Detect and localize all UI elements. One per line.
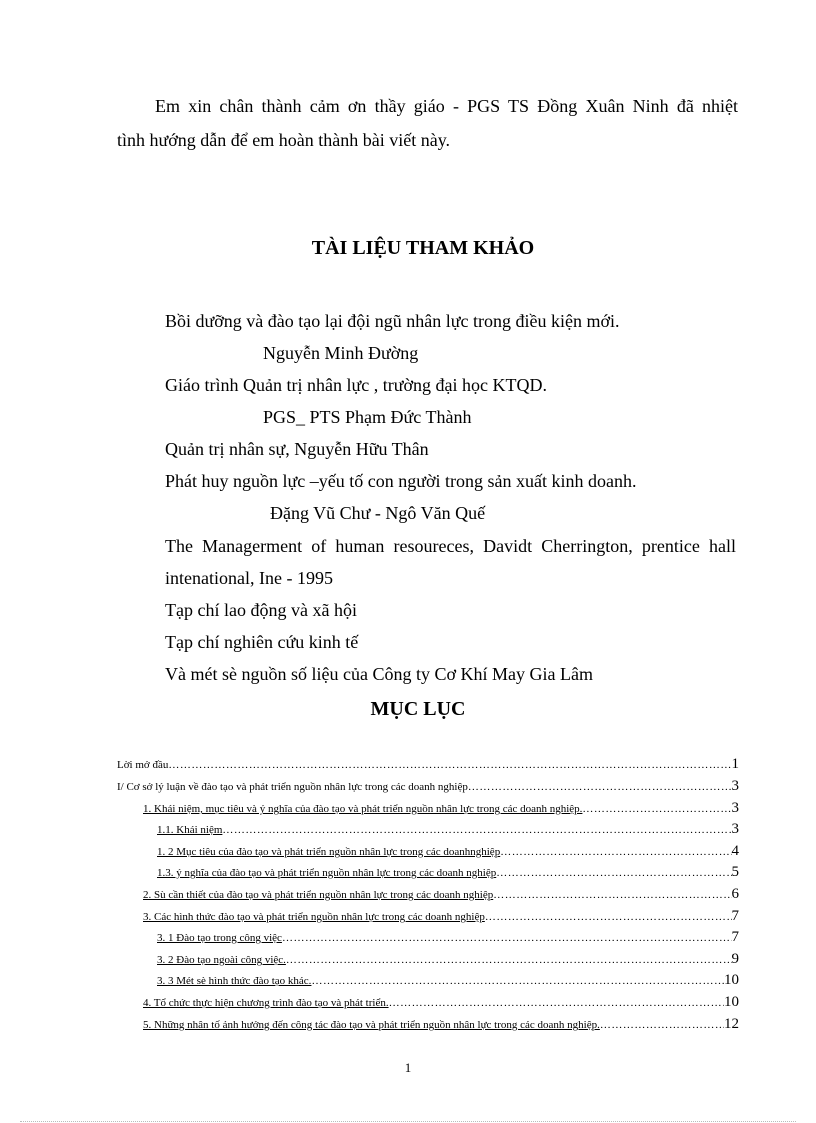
toc-leader-dots bbox=[500, 844, 731, 860]
reference-line: Giáo trình Quản trị nhân lực , trường đại học KTQD. bbox=[165, 375, 547, 395]
reference-line: Bồi dưỡng và đào tạo lại đội ngũ nhân lực trong điều kiện mới. bbox=[165, 311, 620, 331]
toc-entry-text: 3. 2 Đào tạo ngoài công việc. bbox=[157, 954, 286, 966]
toc-entry-text: 1. 2 Mục tiêu của đào tạo và phát triển nguồn nhân lực trong các doanhnghiệp bbox=[157, 846, 501, 858]
toc-entry[interactable] bbox=[157, 929, 739, 946]
toc-entry-page: 3 bbox=[731, 800, 739, 816]
toc-entry-page: 7 bbox=[731, 908, 739, 924]
toc-entry[interactable] bbox=[157, 864, 739, 881]
toc-leader-dots bbox=[389, 995, 724, 1011]
toc-entry-text: 1. Khái niệm, mục tiêu và ý nghĩa của đào tạo và phát triển nguồn nhân lực trong các doanh nghiệp. bbox=[143, 803, 583, 815]
toc-entry-page: 5 bbox=[731, 864, 739, 880]
toc-entry[interactable] bbox=[157, 843, 739, 860]
reference-line: Tạp chí nghiên cứu kinh tế bbox=[165, 632, 359, 652]
toc-entry-text: 1.1. Khái niệm bbox=[157, 824, 223, 836]
toc-entry-text: 3. Các hình thức đào tạo và phát triển nguồn nhân lực trong các doanh nghiệp bbox=[143, 911, 485, 923]
toc-leader-dots bbox=[468, 779, 732, 795]
reference-line: Phát huy nguồn lực –yếu tố con người trong sản xuất kinh doanh. bbox=[165, 471, 637, 491]
toc-entry-page: 4 bbox=[731, 843, 739, 859]
toc-entry-page: 1 bbox=[731, 756, 739, 772]
toc-leader-dots bbox=[282, 930, 732, 946]
toc-entry-page: 10 bbox=[724, 972, 739, 988]
toc-entry-page: 3 bbox=[731, 778, 739, 794]
toc-leader-dots bbox=[496, 865, 731, 881]
toc-entry-text: 2. Sù cần thiết của đào tạo và phát triển nguồn nhân lực trong các doanh nghiệp bbox=[143, 889, 494, 901]
toc-entry-text: Lời mở đầu bbox=[117, 759, 169, 771]
toc-entry[interactable] bbox=[157, 951, 739, 968]
toc-entry-page: 9 bbox=[731, 951, 739, 967]
toc-entry-text: 4. Tổ chức thực hiện chương trình đào tạo và phát triển. bbox=[143, 997, 389, 1009]
toc-entry-page: 3 bbox=[731, 821, 739, 837]
reference-line: intenational, Ine - 1995 bbox=[165, 568, 333, 588]
toc-entry[interactable] bbox=[143, 800, 739, 817]
toc-leader-dots bbox=[222, 822, 731, 838]
reference-line: The Managerment of human resoureces, Davidt Cherrington, prentice hall bbox=[165, 536, 736, 556]
reference-author: Đặng Vũ Chư - Ngô Văn Quế bbox=[270, 503, 486, 523]
toc-entry[interactable] bbox=[143, 908, 739, 925]
toc-entry-text: 3. 3 Mét sè hình thức đào tạo khác. bbox=[157, 975, 312, 987]
references-title: TÀI LIỆU THAM KHẢO bbox=[311, 237, 535, 259]
toc-entry[interactable] bbox=[117, 778, 739, 795]
toc-leader-dots bbox=[286, 952, 732, 968]
toc-leader-dots bbox=[493, 887, 731, 903]
page-bottom-border bbox=[20, 1121, 796, 1122]
toc-entry-text: 5. Những nhân tố ảnh hưởng đến công tác đào tạo và phát triển nguồn nhân lực trong các doanh nghiệp. bbox=[143, 1019, 600, 1031]
toc-entry[interactable] bbox=[143, 994, 739, 1011]
thanks-line-1: Em xin chân thành cảm ơn thầy giáo - PGS TS Đồng Xuân Ninh đã nhiệt bbox=[155, 96, 738, 116]
reference-line: Và mét sè nguồn số liệu của Công ty Cơ Khí May Gia Lâm bbox=[165, 664, 593, 684]
toc-leader-dots bbox=[600, 1017, 724, 1033]
toc-entry-page: 10 bbox=[724, 994, 739, 1010]
toc-entry[interactable] bbox=[117, 756, 739, 773]
reference-author: Nguyễn Minh Đường bbox=[263, 343, 419, 363]
toc-entry-text: 3. 1 Đào tạo trong công việc bbox=[157, 932, 282, 944]
toc-entry[interactable] bbox=[157, 821, 739, 838]
toc-title: MỤC LỤC bbox=[370, 698, 466, 720]
reference-author: PGS_ PTS Phạm Đức Thành bbox=[263, 407, 472, 427]
toc-entry[interactable] bbox=[143, 886, 739, 903]
toc-entry[interactable] bbox=[143, 1016, 739, 1033]
toc-entry[interactable] bbox=[157, 972, 739, 989]
toc-entry-page: 7 bbox=[731, 929, 739, 945]
reference-line: Tạp chí lao động và xã hội bbox=[165, 600, 357, 620]
reference-line: Quản trị nhân sự, Nguyễn Hữu Thân bbox=[165, 439, 429, 459]
toc-leader-dots bbox=[582, 801, 731, 817]
page-number: 1 bbox=[404, 1060, 412, 1075]
toc-leader-dots bbox=[485, 909, 732, 925]
toc-entry-text: 1.3. ý nghĩa của đào tạo và phát triển nguồn nhân lực trong các doanh nghiệp bbox=[157, 867, 497, 879]
thanks-line-2: tình hướng dẫn để em hoàn thành bài viết này. bbox=[117, 130, 451, 150]
toc-entry-page: 6 bbox=[731, 886, 739, 902]
toc-entry-text: I/ Cơ sở lý luận về đào tạo và phát triển nguồn nhân lực trong các doanh nghiệp bbox=[117, 781, 468, 793]
toc-entry-page: 12 bbox=[724, 1016, 739, 1032]
toc-leader-dots bbox=[168, 757, 731, 773]
toc-leader-dots bbox=[311, 973, 724, 989]
